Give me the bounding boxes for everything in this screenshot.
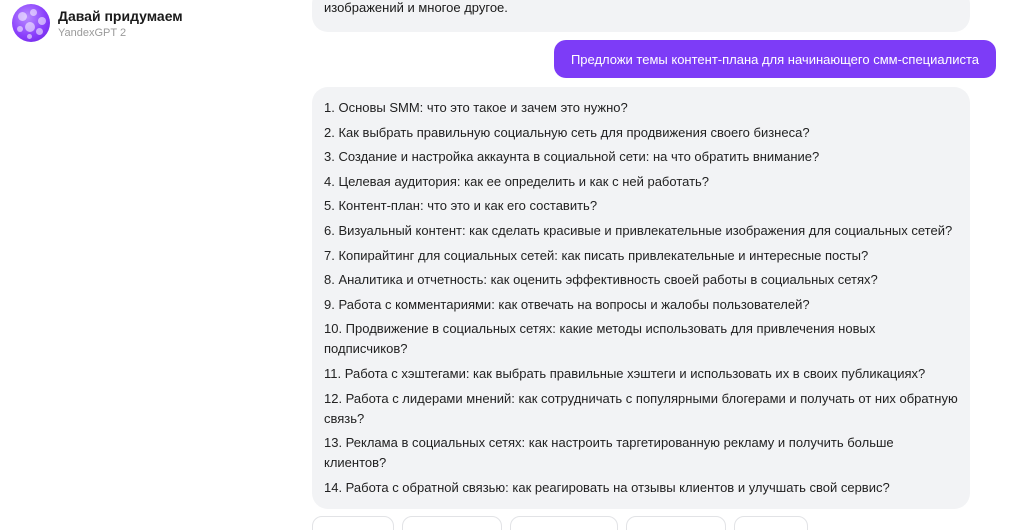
list-item: 12. Работа с лидерами мнений: как сотрудничать с популярными блогерами и получать от них обратную связь?: [324, 390, 958, 426]
bubbles-avatar-icon: [12, 4, 50, 42]
list-item: 1. Основы SMM: что это такое и зачем это нужно?: [324, 100, 628, 115]
list-item: 6. Визуальный контент: как сделать красивые и привлекательные изображения для социальных сетей?: [324, 222, 953, 238]
header-text: [58, 7, 183, 40]
list-item: 10. Продвижение в социальных сетях: какие методы использовать для привлечения новых подписчиков?: [324, 321, 876, 357]
list-item: 2. Как выбрать правильную социальную сеть для продвижения своего бизнеса?: [324, 124, 810, 140]
list-item: 7. Копирайтинг для социальных сетей: как писать привлекательные и интересные посты?: [324, 247, 869, 263]
suggestion-chip[interactable]: [312, 516, 394, 530]
suggestion-chips: [312, 516, 808, 530]
previous-message-text: изображений и многое другое.: [324, 0, 508, 15]
chat-header: [12, 4, 183, 42]
suggestion-chip[interactable]: [626, 516, 726, 530]
user-message: [554, 40, 996, 78]
list-item: 9. Работа с комментариями: как отвечать на вопросы и жалобы пользователей?: [324, 296, 810, 312]
previous-bot-message: [312, 0, 970, 32]
list-item: 4. Целевая аудитория: как ее определить и как с ней работать?: [324, 173, 710, 189]
bot-answer-message: [312, 87, 970, 509]
answer-list: [324, 98, 958, 498]
list-item: 14. Работа с обратной связью: как реагировать на отзывы клиентов и улучшать свой сервис?: [324, 479, 890, 495]
list-item: 11. Работа с хэштегами: как выбрать правильные хэштеги и использовать их в своих публикациях?: [324, 365, 926, 381]
suggestion-chip[interactable]: [510, 516, 618, 530]
list-item: 3. Создание и настройка аккаунта в социальной сети: на что обратить внимание?: [324, 149, 820, 165]
user-message-text: Предложи темы контент-плана для начинающего смм-специалиста: [570, 51, 979, 67]
chat-title: Давай придумаем: [58, 7, 183, 24]
list-item: 8. Аналитика и отчетность: как оценить эффективность своей работы в социальных сетях?: [324, 272, 878, 288]
list-item: 5. Контент-план: что это и как его составить?: [324, 198, 598, 214]
list-item: 13. Реклама в социальных сетях: как настроить таргетированную рекламу и получить больше клиентов?: [324, 435, 894, 471]
model-name: YandexGPT 2: [58, 26, 127, 39]
suggestion-chip[interactable]: [402, 516, 502, 530]
suggestion-chip[interactable]: [734, 516, 808, 530]
